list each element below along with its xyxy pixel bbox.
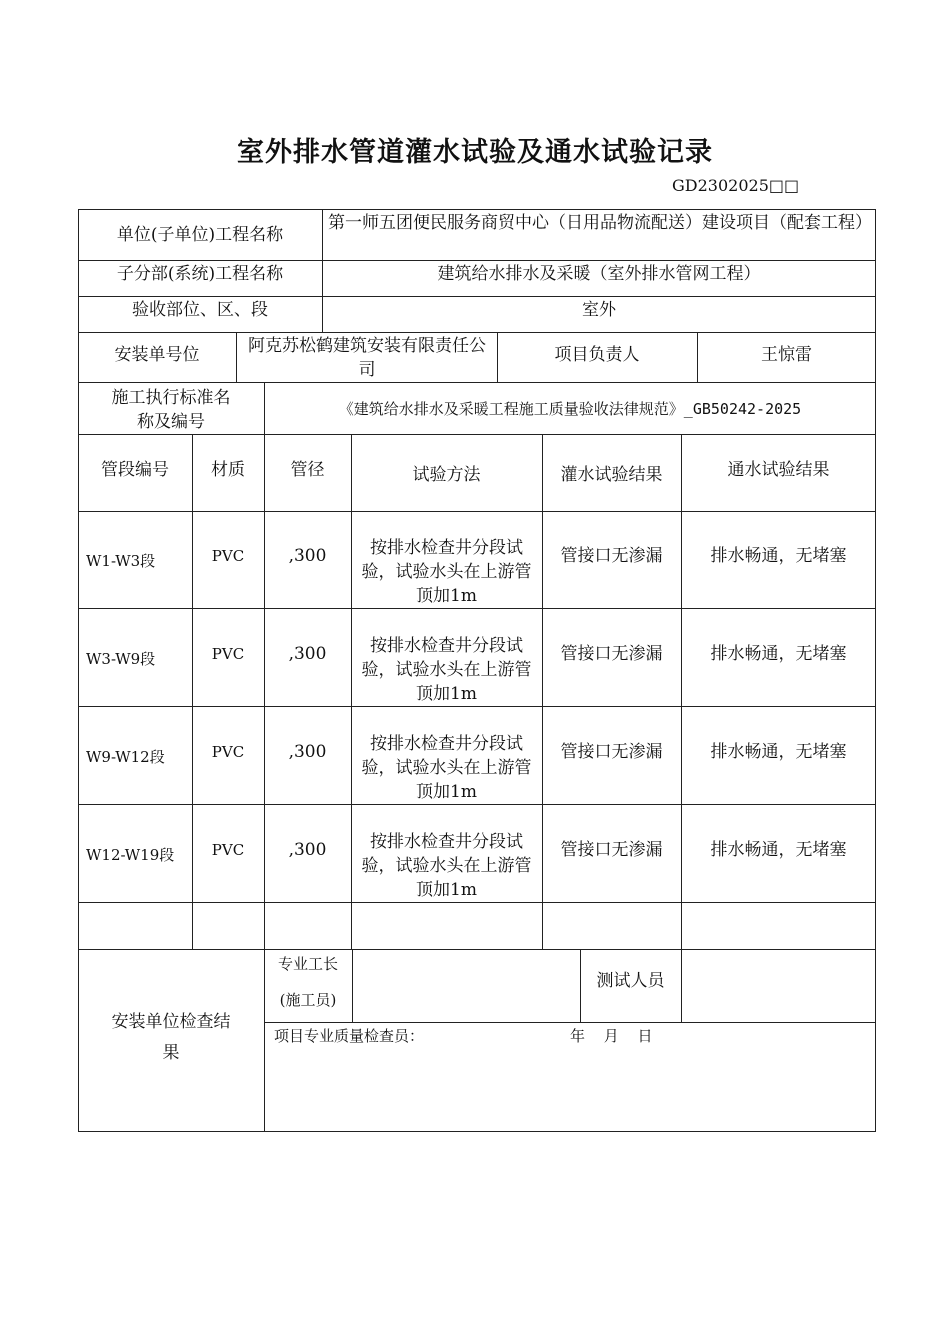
rule <box>78 608 876 609</box>
install-unit-value: 阿克苏松鹤建筑安装有限责任公司 <box>248 336 486 380</box>
row-2-method: 按排水检查井分段试验，试验水头在上游管顶加1m <box>361 636 532 704</box>
header-segment: 管段编号 <box>101 460 169 480</box>
rule <box>264 434 265 1132</box>
quality-inspector-label: 项目专业质量检查员： <box>274 1027 425 1045</box>
header-flow-test-result: 通水试验结果 <box>727 460 830 480</box>
row-3-method: 按排水检查井分段试验，试验水头在上游管顶加1m <box>361 734 532 802</box>
rule <box>78 260 876 261</box>
rule <box>78 296 876 297</box>
row-4-fill-result: 管接口无渗漏 <box>560 840 663 860</box>
rule <box>78 949 876 950</box>
rule <box>78 434 876 435</box>
rule <box>681 434 682 949</box>
row-4-segment: W12-W19段 <box>86 846 175 864</box>
rule <box>351 434 352 949</box>
foreman-sub-label: (施工员) <box>279 991 337 1009</box>
document-code: GD2302025□□ <box>672 176 800 195</box>
rule <box>78 332 876 333</box>
header-test-method: 试验方法 <box>412 465 481 485</box>
row-2-material: PVC <box>211 645 245 663</box>
row-3-flow-result: 排水畅通，无堵塞 <box>710 742 847 762</box>
standard-value: 《建筑给水排水及采暖工程施工质量验收法律规范》_GB50242-2025 <box>338 400 802 418</box>
rule <box>192 434 193 949</box>
row-3-diameter: ,300 <box>288 742 327 762</box>
row-2-fill-result: 管接口无渗漏 <box>560 644 663 664</box>
project-manager-label: 项目负责人 <box>554 345 640 365</box>
rule <box>78 902 876 903</box>
row-3-fill-result: 管接口无渗漏 <box>560 742 663 762</box>
row-4-method: 按排水检查井分段试验，试验水头在上游管顶加1m <box>361 832 532 900</box>
rule <box>264 1022 876 1023</box>
row-2-diameter: ,300 <box>288 644 327 664</box>
rule <box>352 949 353 1022</box>
tester-label: 测试人员 <box>596 971 665 991</box>
header-diameter: 管径 <box>290 460 325 480</box>
row-3-material: PVC <box>211 743 245 761</box>
rule <box>78 382 876 383</box>
rule <box>681 949 682 1022</box>
check-result-label: 安装单位检查结果 <box>111 1012 231 1063</box>
row-3-segment: W9-W12段 <box>86 748 165 766</box>
acceptance-part-value: 室外 <box>582 300 616 320</box>
rule <box>78 511 876 512</box>
subsystem-label: 子分部(系统)工程名称 <box>116 264 284 284</box>
standard-label: 施工执行标准名称及编号 <box>111 388 231 432</box>
rule <box>78 804 876 805</box>
install-unit-label: 安装单号位 <box>114 345 200 365</box>
row-1-segment: W1-W3段 <box>86 552 156 570</box>
date-label: 年 月 日 <box>570 1027 653 1045</box>
rule <box>236 332 237 382</box>
unit-name-value: 第一师五团便民服务商贸中心（日用品物流配送）建设项目（配套工程） <box>328 213 872 233</box>
header-material: 材质 <box>211 460 245 480</box>
row-4-flow-result: 排水畅通，无堵塞 <box>710 840 847 860</box>
row-1-method: 按排水检查井分段试验，试验水头在上游管顶加1m <box>361 538 532 606</box>
rule <box>78 706 876 707</box>
row-1-material: PVC <box>211 547 245 565</box>
row-1-diameter: ,300 <box>288 546 327 566</box>
subsystem-value: 建筑给水排水及采暖（室外排水管网工程） <box>437 264 761 284</box>
row-1-fill-result: 管接口无渗漏 <box>560 546 663 566</box>
header-fill-test-result: 灌水试验结果 <box>560 465 663 485</box>
unit-name-label: 单位(子单位)工程名称 <box>116 225 284 245</box>
row-2-flow-result: 排水畅通，无堵塞 <box>710 644 847 664</box>
row-4-diameter: ,300 <box>288 840 327 860</box>
acceptance-part-label: 验收部位、区、段 <box>132 300 268 320</box>
foreman-label: 专业工长 <box>277 955 338 973</box>
row-2-segment: W3-W9段 <box>86 650 156 668</box>
project-manager-value: 王惊雷 <box>761 345 812 365</box>
row-1-flow-result: 排水畅通，无堵塞 <box>710 546 847 566</box>
row-4-material: PVC <box>211 841 245 859</box>
document-title: 室外排水管道灌水试验及通水试验记录 <box>237 137 713 168</box>
rule <box>542 434 543 949</box>
